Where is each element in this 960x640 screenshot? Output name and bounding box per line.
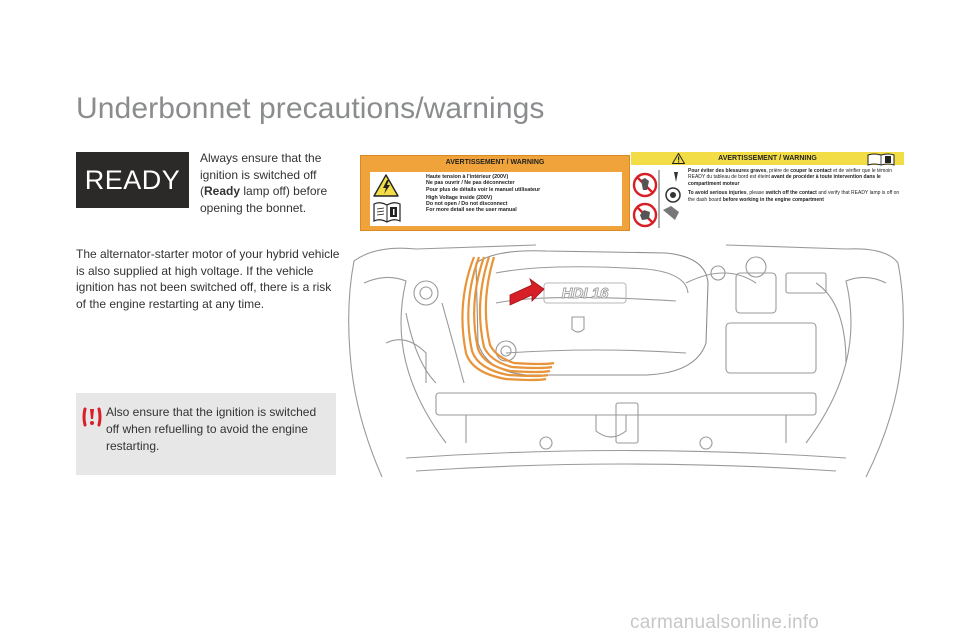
label-en-en-text: , please [746,190,766,197]
label-fr-body [370,172,622,226]
engine-compartment-illustration [346,243,906,477]
label-fr-line: Ne pas ouvrir / Ne pas déconnecter [426,180,515,187]
label-en-en-bold: before working in the engine compartment [722,196,824,203]
label-en-en-bold: switch off the contact [765,190,817,197]
caution-triangle-icon [672,153,685,164]
label-en-fr-bold: Pour éviter des blessures graves [688,168,767,174]
label-en-english-block [688,190,902,203]
ready-text-before: Always ensure that the ignition is switched off ( [200,151,322,198]
label-en-text [688,168,902,203]
manual-book-icon [373,201,401,223]
ready-text-after: lamp off) before opening the bonnet. [200,184,328,215]
note-text: Also ensure that the ignition is switched off when refuelling to avoid the engine restarting. [106,405,317,453]
label-fr-line: Do not open / Do not disconnect [426,201,508,208]
label-en-en-bold: To avoid serious injuries [688,190,747,197]
hybrid-voltage-paragraph: The alternator-starter motor of your hybrid vehicle is also supplied at high voltage. If the vehicle ignition has not been switched off, there is a risk of the engine restarting at any time. [76,247,340,311]
label-en-fr-text: , prière de [766,168,791,174]
engine-compartment-warning-label [631,152,904,232]
label-fr-line: Pour plus de détails voir le manuel utilisateur [426,186,541,193]
ready-text-bold: Ready [204,184,241,198]
high-voltage-warning-label [360,155,630,231]
label-fr-header: AVERTISSEMENT / WARNING [445,159,545,166]
label-en-en-text: and verify that READY lamp is off on the dash board [688,190,900,203]
engine-cover-badge: HDI 16 [561,285,609,302]
manual-book-icon [867,153,895,166]
label-en-fr-text: et de vérifier que le témoin READY du tableau de bord est éteint [688,168,892,181]
label-fr-line: For more detail see the user manual [426,207,517,214]
label-fr-line: High Voltage inside (200V) [426,194,493,201]
ready-badge-label: READY [84,164,181,195]
cable-pointer-arrow [510,279,544,305]
warning-exclamation-icon [81,406,103,428]
label-fr-line: Haute tension à l'intérieur (200V) [426,174,509,180]
label-en-header: AVERTISSEMENT / WARNING [631,152,904,165]
label-en-fr-bold: avant de procéder à toute intervention dans le compartiment moteur [688,174,881,187]
label-fr-text [426,174,616,214]
prohibition-icons [631,168,687,230]
label-en-fr-bold: couper le contact [790,168,832,174]
watermark: carmanualsonline.info [630,612,820,633]
high-voltage-icon [373,174,399,197]
ready-instruction [200,150,340,216]
label-en-french-block [688,168,902,187]
ready-lamp-badge [76,152,189,208]
page-title: Underbonnet precautions/warnings [76,92,545,125]
